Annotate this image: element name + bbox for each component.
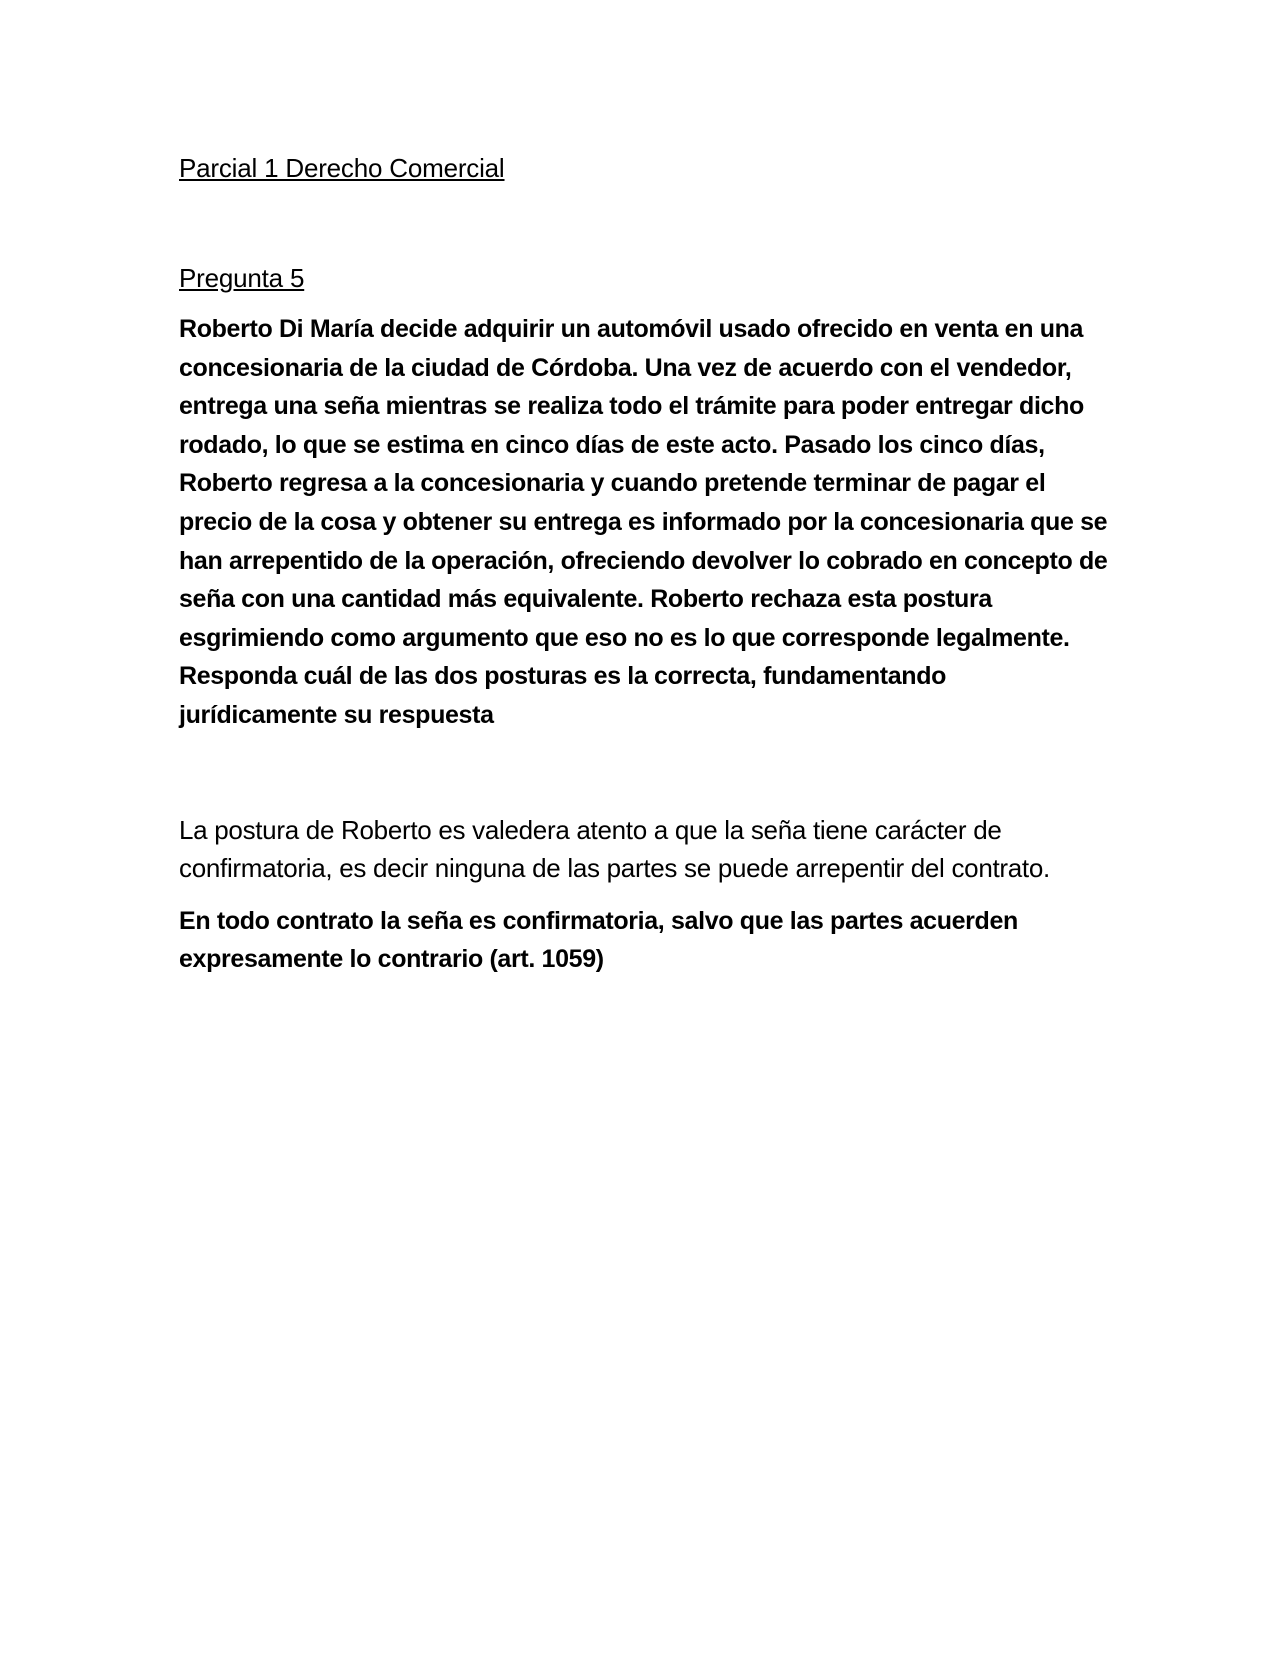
question-label: Pregunta 5 (179, 263, 305, 293)
answer-legal-basis: En todo contrato la seña es confirmatoria, salvo que las partes acuerden expresamente lo contrario (art. 1059) (179, 906, 1018, 974)
document-body (179, 150, 1109, 979)
question-text: Roberto Di María decide adquirir un automóvil usado ofrecido en venta en una concesionaria de la ciudad de Córdoba. Una vez de acuerdo con el vendedor, entrega una seña mientras se realiza todo el trámite para poder entregar dicho rodado, lo que se estima en cinco días de este acto. Pasado los cinco días, Roberto regresa a la concesionaria y cuando pretende terminar de pagar el precio de la cosa y obtener su entrega es informado por la concesionaria que se han arrepentido de la operación, ofreciendo devolver lo cobrado en concepto de seña con una cantidad más equivalente. Roberto rechaza esta postura esgrimiendo como argumento que eso no es lo que corresponde legalmente. Responda cuál de las dos posturas es la correcta, fundamentando jurídicamente su respuesta (179, 315, 1108, 729)
answer-text: La postura de Roberto es valedera atento a que la seña tiene carácter de confirmatoria, es decir ninguna de las partes se puede arrepentir del contrato. (179, 814, 1050, 884)
document-title: Parcial 1 Derecho Comercial (179, 153, 505, 183)
